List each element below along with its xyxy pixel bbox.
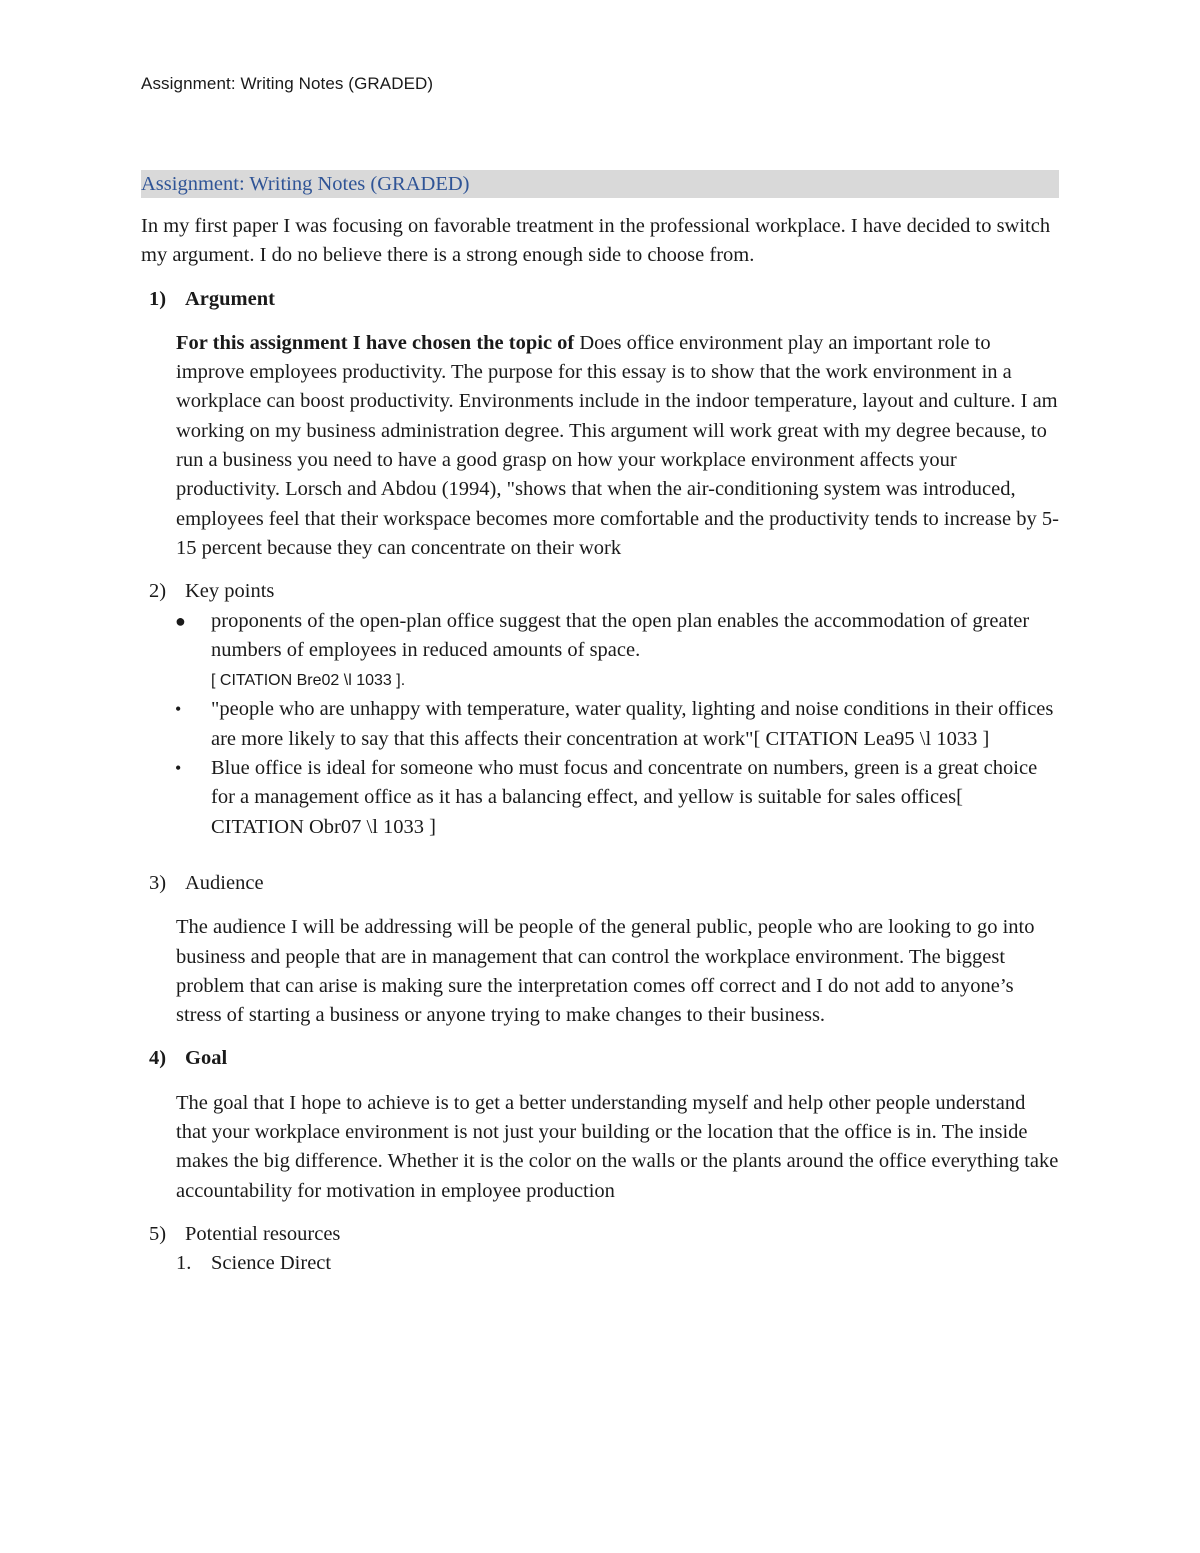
argument-body: Does office environment play an important role to improve employees productivity. The purpose for this essay is to show that the work environment in a workplace can boost productivity. Environments include in the indoor temperature, layout and culture. I am working on my business administration degree. This argument will work great with my degree because, to run a business you need to have a good grasp on how your workplace environment affects your productivity. Lorsch and Abdou (1994), "shows that when the air-conditioning system was introduced, employees feel that their workspace becomes more comfortable and the productivity tends to increase by 5-15 percent because they can concentrate on their work: [176, 331, 1059, 559]
document-title: Assignment: Writing Notes (GRADED): [141, 170, 1059, 198]
key-point-text: "people who are unhappy with temperature, water quality, lighting and noise conditions in their offices are more likely to say that this affects their concentration at work"[ CITATION Lea95 \l 1033 ]: [211, 698, 1054, 750]
section-heading-audience: [141, 869, 1059, 898]
citation: [ CITATION Bre02 \l 1033 ].: [211, 672, 406, 690]
running-header: Assignment: Writing Notes (GRADED): [141, 74, 434, 93]
document-content: [141, 170, 1059, 1279]
audience-paragraph: The audience I will be addressing will be people of the general public, people who are looking to go into business and people that are in management that can control the workplace environment. The biggest problem that can arise is making sure the interpretation comes off correct and I do not add to anyone’s stress of starting a business or anyone trying to make changes to their business.: [176, 916, 1035, 1027]
bullet-icon: •: [175, 758, 182, 779]
list-item: [175, 754, 1059, 842]
key-point-text: Blue office is ideal for someone who must focus and concentrate on numbers, green is a great choice for a management office as it has a balancing effect, and yellow is suitable for sales offices[ CITATION Obr07 \l 1033 ]: [211, 757, 1038, 838]
resource-number: 1.: [176, 1252, 192, 1275]
section-title: Goal: [185, 1047, 228, 1070]
resources-list: [141, 1249, 1059, 1278]
section-title: Audience: [185, 871, 264, 894]
section-heading-key-points: [141, 577, 1059, 606]
intro-paragraph: In my first paper I was focusing on favorable treatment in the professional workplace. I have decided to switch my argument. I do no believe there is a strong enough side to choose from.: [141, 215, 1051, 267]
section-number: 3): [149, 871, 167, 894]
argument-lead: For this assignment I have chosen the topic of: [176, 331, 575, 354]
section-number: 1): [149, 287, 167, 310]
section-number: 5): [149, 1222, 167, 1245]
argument-paragraph: [176, 329, 1059, 563]
section-heading-goal: [141, 1044, 1059, 1073]
section-heading-argument: [141, 285, 1059, 314]
list-item: [175, 607, 1059, 696]
section-title: Key points: [185, 580, 275, 603]
section-heading-resources: [141, 1220, 1059, 1249]
key-point-text: proponents of the open-plan office suggest that the open plan enables the accommodation of greater numbers of employees in reduced amounts of space.: [211, 609, 1030, 661]
list-item: [176, 1249, 1059, 1278]
section-title: Argument: [185, 287, 275, 310]
bullet-icon: ●: [175, 610, 186, 631]
section-title: Potential resources: [185, 1222, 341, 1245]
bullet-icon: •: [175, 699, 182, 720]
goal-paragraph: The goal that I hope to achieve is to get a better understanding myself and help other people understand that your workplace environment is not just your building or the location that the office is in. The inside makes the big difference. Whether it is the color on the walls or the plants around the office everything take accountability for motivation in employee production: [176, 1091, 1059, 1202]
section-number: 2): [149, 580, 167, 603]
resource-text: Science Direct: [211, 1252, 332, 1275]
list-item: [175, 695, 1059, 754]
section-number: 4): [149, 1047, 167, 1070]
key-points-list: [141, 607, 1059, 842]
